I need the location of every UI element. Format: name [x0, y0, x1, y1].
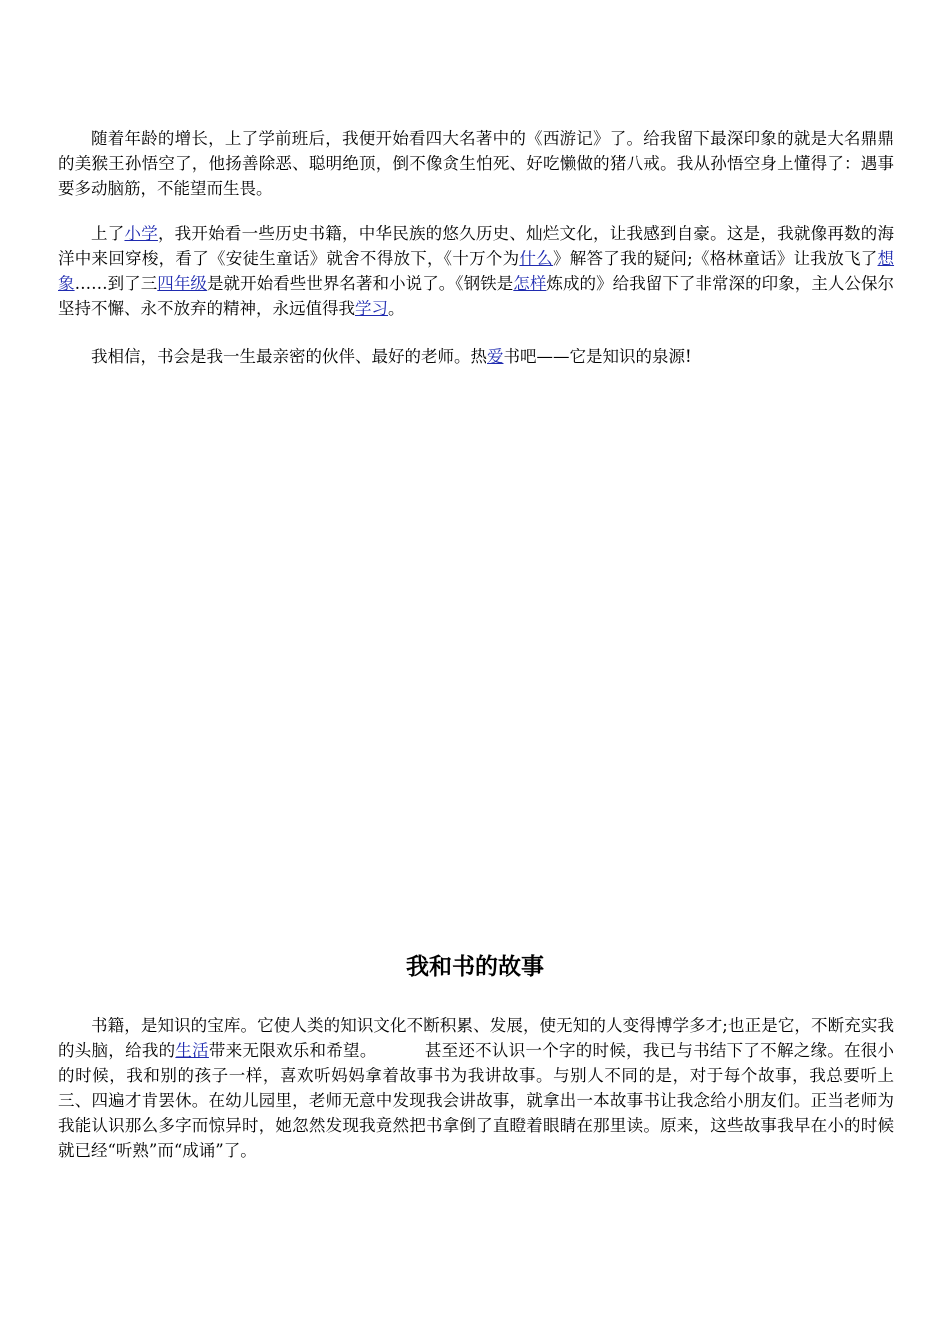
- paragraph-text: 带来无限欢乐和希望。: [208, 1041, 377, 1060]
- paragraph-text: ，我开始看一些历史书籍，中华民族的悠久历史、灿烂文化，让我感到自豪。这是，我就像再数的海洋中来回穿梭，看了《安徒生童话》就舍不得放下，《十万个为: [58, 224, 895, 268]
- link-imagination[interactable]: 想象: [58, 249, 895, 293]
- paragraph-history-books: [58, 221, 894, 321]
- paragraph-text: 》解答了我的疑问;《格林童话》让我放飞了: [552, 249, 878, 268]
- paragraph-text: 书籍，是知识的宝库。它使人类的知识文化不断积累、发展，使无知的人变得博学多才;也正是它，不断充实我的头脑，给我的: [58, 1016, 894, 1060]
- paragraph-text: 我相信，书会是我一生最亲密的伙伴、最好的老师。热: [91, 347, 487, 366]
- link-what[interactable]: 什么: [519, 249, 553, 268]
- paragraph-text: 。: [388, 299, 405, 318]
- paragraph-text: ……到了三: [74, 274, 158, 293]
- paragraph-journey-to-the-west: [58, 126, 894, 201]
- paragraph-text: 上了: [91, 224, 125, 243]
- link-love[interactable]: 爱: [487, 347, 504, 366]
- paragraph-text: 甚至还不认识一个字的时候，我已与书结下了不解之缘。在很小的时候，我和别的孩子一样，喜欢听妈妈拿着故事书为我讲故事。与别人不同的是，对于每个故事，我总要听上三、四遍才肯罢休。在幼儿园里，老师无意中发现我会讲故事，就拿出一本故事书让我念给小朋友们。正当老师为我能认识那么多字而惊异时，她忽然发现我竟然把书拿倒了直瞪着眼睛在那里读。原来，这些故事我早在小的时候就已经“听熟”而“成诵”了。: [58, 1041, 895, 1160]
- paragraph-text: 随着年龄的增长，上了学前班后，我便开始看四大名著中的《西游记》了。给我留下最深印象的就是大名鼎鼎的美猴王孙悟空了，他扬善除恶、聪明绝顶，倒不像贪生怕死、好吃懒做的猪八戒。我从孙悟空身上懂得了：遇事要多动脑筋，不能望而生畏。: [58, 129, 894, 198]
- paragraph-text: 是就开始看些世界名著和小说了。《钢铁是: [206, 274, 514, 293]
- link-life[interactable]: 生活: [175, 1041, 209, 1060]
- link-fourth-grade[interactable]: 四年级: [157, 274, 207, 293]
- link-primary-school[interactable]: 小学: [124, 224, 158, 243]
- link-how[interactable]: 怎样: [513, 274, 547, 293]
- link-study[interactable]: 学习: [355, 299, 388, 318]
- paragraph-books-treasure: [58, 1013, 894, 1163]
- paragraph-conclusion: [58, 344, 894, 369]
- paragraph-text: 书吧——它是知识的泉源!: [503, 347, 692, 366]
- article-title: 我和书的故事: [406, 954, 544, 980]
- paragraph-text: 炼成的》给我留下了非常深的印象，主人公保尔坚持不懈、永不放弃的精神，永远值得我: [58, 274, 895, 318]
